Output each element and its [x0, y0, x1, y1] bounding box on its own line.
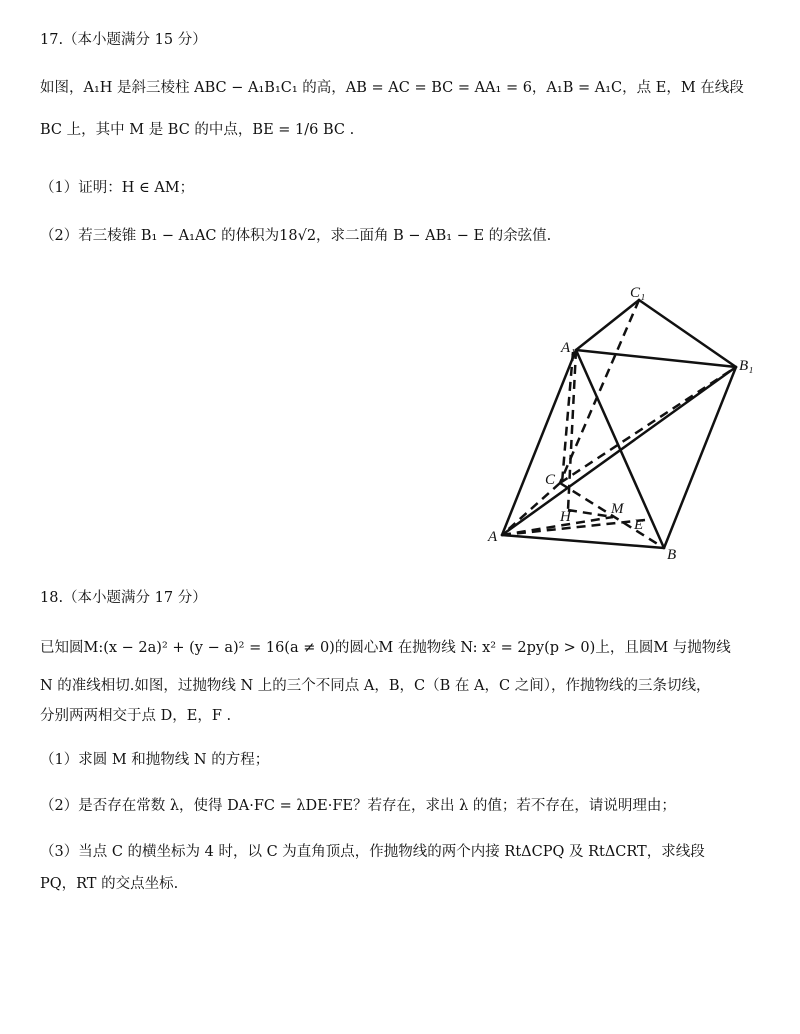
edge-C1-A1 [576, 300, 639, 350]
label-C1: C₁ [630, 285, 646, 301]
q17-part1: （1）证明：H ∈ AM； [40, 180, 195, 196]
edge-A1-B1 [576, 350, 736, 367]
edge-C1-B1 [639, 300, 736, 367]
edge-A-B [502, 535, 664, 548]
edge-H-M-hidden [568, 510, 613, 517]
label-E: E [634, 517, 644, 533]
q17-stem-line1 [40, 78, 744, 98]
q17-part2: （2）若三棱锥 B₁ − A₁AC 的体积为18√2，求二面角 B − AB₁ − E 的余弦值. [40, 228, 552, 244]
q18-stem-line1: 已知圆M:(x − 2a)² + (y − a)² = 16(a ≠ 0)的圆心M 在抛物线 N: x² = 2py(p > 0)上，且圆M 与抛物线 [40, 640, 731, 656]
label-H: H [560, 509, 571, 525]
q18-part1: （1）求圆 M 和抛物线 N 的方程； [40, 752, 270, 768]
label-C: C [545, 472, 556, 488]
q18-part3-line1: （3）当点 C 的横坐标为 4 时，以 C 为直角顶点，作抛物线的两个内接 RtΔCPQ 及 RtΔCRT，求线段 [40, 844, 705, 860]
q18-stem-line3: 分别两两相交于点 D，E，F . [40, 708, 232, 724]
q17-stem-line2 [40, 120, 354, 140]
label-M: M [611, 501, 624, 517]
label-A1: A₁ [561, 340, 576, 356]
q18-part3-line2: PQ，RT 的交点坐标. [40, 876, 179, 892]
edge-C-B1-hidden [560, 367, 736, 483]
q17-stem-line1-text: 如图，A₁H 是斜三棱柱 ABC − A₁B₁C₁ 的高，AB = AC = BC = AA₁ = 6，A₁B = A₁C，点 E，M 在线段 [40, 80, 744, 96]
label-B: B [667, 547, 677, 563]
q18-header: 18.（本小题满分 17 分） [40, 590, 207, 606]
q18-part2: （2）是否存在常数 λ，使得 DA·FC = λDE·FE？若存在，求出 λ 的值；若不存在，请说明理由； [40, 798, 676, 814]
q17-stem-line2-text: BC 上，其中 M 是 BC 的中点，BE = 1/6 BC . [40, 122, 355, 138]
q18-stem-line2: N 的准线相切.如图，过抛物线 N 上的三个不同点 A，B，C（B 在 A，C 之间），作抛物线的三条切线， [40, 678, 711, 694]
q17-header: 17.（本小题满分 15 分） [40, 32, 207, 48]
label-A: A [488, 529, 498, 545]
prism-figure [480, 280, 780, 570]
label-B1: B₁ [739, 358, 754, 374]
